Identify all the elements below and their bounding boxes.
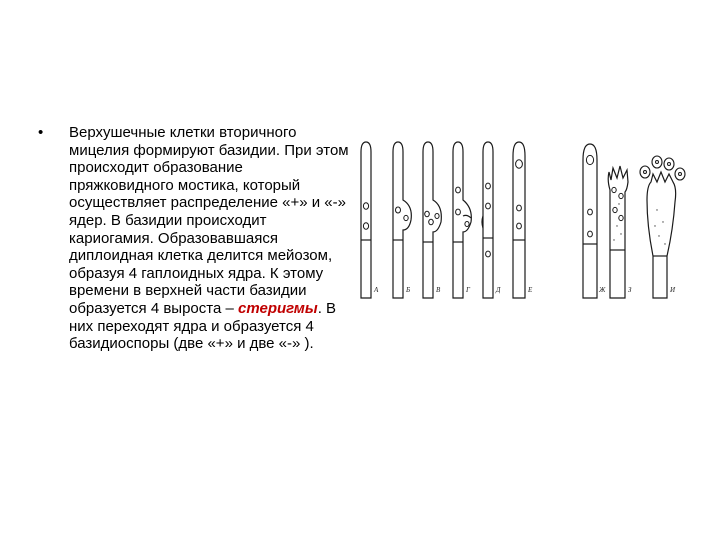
stage-f-basidium [513,142,525,298]
stage-b-hypha [393,142,411,298]
highlight-sterigmata: стеригмы [238,299,318,317]
stage-label-f: Е [528,286,533,294]
stage-label-h: З [628,286,632,294]
stage-c-hypha [423,142,441,298]
body-text-part2: . В них переходят ядра и образуется 4 базидиоспоры (две «+» и две «-» ). [69,299,337,353]
stage-h-basidium-sterigmata [608,166,628,298]
stage-i-basidium-spores [640,156,685,298]
stage-label-e: Д [496,286,501,294]
body-paragraph [69,124,351,353]
stage-e-hypha [482,142,493,298]
stage-label-c: В [436,286,441,294]
stage-d-hypha [453,142,471,298]
stage-label-d: Г [466,286,470,294]
stage-label-g: Ж [599,286,606,294]
bullet-marker: • [38,124,44,141]
stage-label-b: Б [406,286,411,294]
stage-label-a: А [374,286,379,294]
stage-a-hypha [361,142,371,298]
basidium-development-figure [355,130,700,300]
body-text-part1: Верхушечные клетки вторичного мицелия формируют базидии. При этом происходит образование пряжковидного мостика, который осуществляет распределение «+» и «-» ядер. В базидии происходит кариогамия. Образовавшаяся диплоидная клетка делится мейозом, образуя 4 гаплоидных ядра. К этому времени в верхней части базидии образуется 4 выроста – [69,124,349,317]
stage-label-i: И [670,286,676,294]
stage-g-basidium [583,144,597,298]
